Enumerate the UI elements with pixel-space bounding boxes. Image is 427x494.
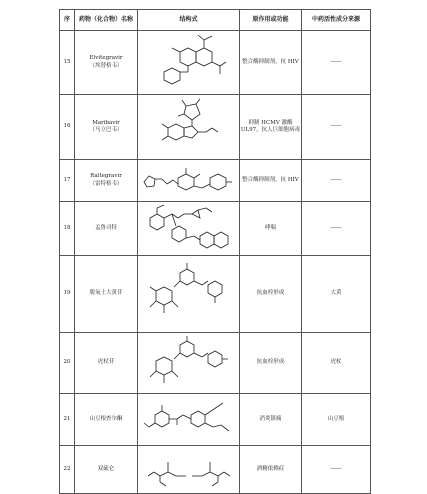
structure-polydatin: [142, 335, 236, 391]
structure-disulfiram: [142, 450, 236, 490]
structure-cell: [138, 95, 240, 160]
drug-name-en: Raltegravir: [90, 173, 122, 180]
structure-cell: [138, 256, 240, 333]
row-number: 16: [60, 95, 75, 160]
structure-elvitegravir: [144, 34, 234, 92]
tcm-source: 山豆根: [302, 394, 371, 446]
drug-name: [75, 95, 138, 160]
drug-name: [75, 256, 138, 333]
tcm-source: ——: [302, 95, 371, 160]
mechanism: 哮喘: [240, 202, 302, 256]
drug-name-cn: （埃替格韦）: [89, 62, 123, 69]
table-header-row: [60, 10, 371, 31]
drug-name: [75, 333, 138, 394]
row-number: 20: [60, 333, 75, 394]
tcm-source: ——: [302, 31, 371, 95]
header-name: 药物（化合物）名称: [75, 10, 138, 31]
mechanism: 整合酶抑制剂，抗 HIV: [240, 31, 302, 95]
table-row: [60, 446, 371, 494]
drug-name-en: Elvitegravir: [89, 55, 123, 62]
mechanism: 整合酶抑制剂，抗 HIV: [240, 160, 302, 202]
drug-name: [75, 394, 138, 446]
table-row: [60, 394, 371, 446]
structure-cell: [138, 333, 240, 394]
header-source: 中药活性成分来源: [302, 10, 371, 31]
mechanism: 抑制 HCMV 激酶 UL97，抗人巨细胞病毒: [240, 95, 302, 160]
structure-montelukast: [142, 204, 236, 254]
structure-cell: [138, 160, 240, 202]
structure-cell: [138, 394, 240, 446]
drug-name-cn-only: 脱氧土大黄苷: [89, 290, 123, 297]
row-number: 15: [60, 31, 75, 95]
structure-cell: [138, 31, 240, 95]
table-row: [60, 202, 371, 256]
header-structure: 结构式: [138, 10, 240, 31]
table-row: [60, 95, 371, 160]
drug-table: [59, 9, 371, 494]
mechanism: 酒精依赖症: [240, 446, 302, 494]
structure-sophoradin: [141, 397, 237, 443]
structure-rhaponticin: [142, 259, 236, 329]
drug-name-cn-only: 虎杖苷: [97, 359, 115, 366]
drug-name-cn-only: 双硫仑: [97, 465, 115, 472]
table-row: [60, 256, 371, 333]
table-row: [60, 333, 371, 394]
drug-name-en: Maribavir: [92, 119, 120, 126]
table-row: [60, 31, 371, 95]
row-number: 17: [60, 160, 75, 202]
drug-name: [75, 160, 138, 202]
structure-maribavir: [144, 98, 234, 156]
row-number: 21: [60, 394, 75, 446]
row-number: 22: [60, 446, 75, 494]
structure-raltegravir: [140, 164, 238, 198]
drug-name-cn-only: 孟鲁司特: [94, 224, 117, 231]
mechanism: 抗血栓形成: [240, 333, 302, 394]
drug-name-cn-only: 山豆根查尔酮: [89, 415, 123, 422]
mechanism: 消炎镇痛: [240, 394, 302, 446]
row-number: 19: [60, 256, 75, 333]
drug-name: [75, 202, 138, 256]
mechanism: 抗血栓形成: [240, 256, 302, 333]
tcm-source: 大黄: [302, 256, 371, 333]
drug-name-cn: （马立巴韦）: [89, 127, 123, 133]
structure-cell: [138, 202, 240, 256]
tcm-source: ——: [302, 446, 371, 494]
tcm-source: 虎杖: [302, 333, 371, 394]
header-no: 序: [60, 10, 75, 31]
row-number: 18: [60, 202, 75, 256]
drug-name-cn: （雷特格韦）: [89, 180, 123, 187]
drug-name: [75, 31, 138, 95]
tcm-source: ——: [302, 160, 371, 202]
tcm-source: ——: [302, 202, 371, 256]
structure-cell: [138, 446, 240, 494]
drug-name: [75, 446, 138, 494]
header-mechanism: 原作用或功能: [240, 10, 302, 31]
table-row: [60, 160, 371, 202]
